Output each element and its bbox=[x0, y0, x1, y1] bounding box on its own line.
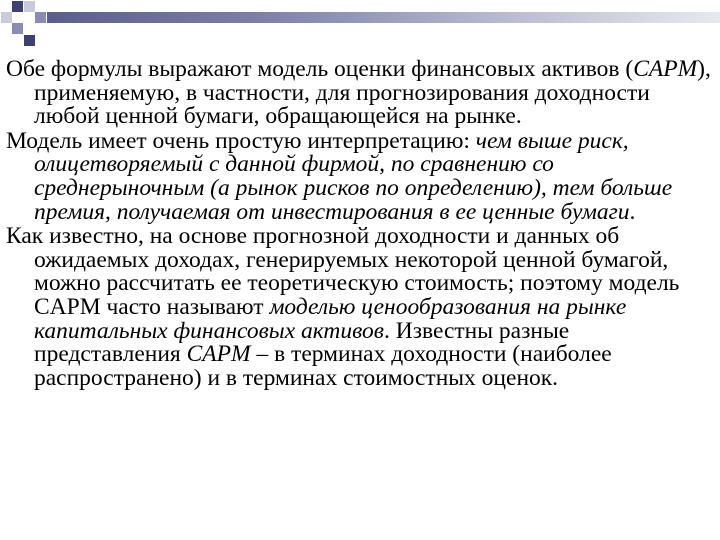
deco-square bbox=[35, 12, 46, 23]
deco-square bbox=[12, 1, 23, 12]
paragraph-model-interpretation bbox=[6, 127, 712, 225]
slide-body bbox=[6, 58, 712, 391]
text-run: Обе формулы выражают модель оценки финансовых активов ( bbox=[6, 56, 634, 82]
text-run: . Известны разные представления bbox=[34, 317, 570, 368]
text-run: – в терминах доходности (наиболее распространено) и в терминах стоимостных оценок. bbox=[34, 341, 612, 391]
text-run-italic: CAPM bbox=[186, 341, 251, 368]
paragraph-theoretical-value bbox=[6, 225, 712, 390]
header-gradient-band bbox=[47, 12, 720, 23]
text-run: Как известно, на основе прогнозной доходности и данных об ожидаемых доходах, генерируемых некоторой ценной бумагой, можно рассчитать ее теоретическую стоимость; поэтому модель CAPM часто называют bbox=[6, 223, 680, 320]
text-run: . bbox=[629, 198, 636, 225]
text-run-italic: моделью ценообразования на рынке капитальных финансовых активов bbox=[34, 293, 627, 344]
deco-square bbox=[24, 35, 35, 46]
text-run: ), применяемую, в частности, для прогнозирования доходности любой ценной бумаги, обращающейся на рынке. bbox=[34, 56, 711, 130]
paragraph-capm-formulas bbox=[6, 58, 712, 129]
text-run-italic: чем выше риск, олицетворяемый с данной фирмой, по сравнению со среднерыночным (а рынок рисков по определению), тем больше премия, получаемая от инвестирования в ее ценные бумаги bbox=[34, 127, 673, 225]
deco-square bbox=[1, 12, 12, 23]
text-run: Модель имеет очень простую интерпретацию: bbox=[6, 127, 476, 154]
header-decoration bbox=[0, 0, 720, 48]
deco-square bbox=[24, 1, 35, 12]
text-run-italic: CAPM bbox=[633, 56, 698, 82]
deco-square bbox=[12, 23, 23, 34]
